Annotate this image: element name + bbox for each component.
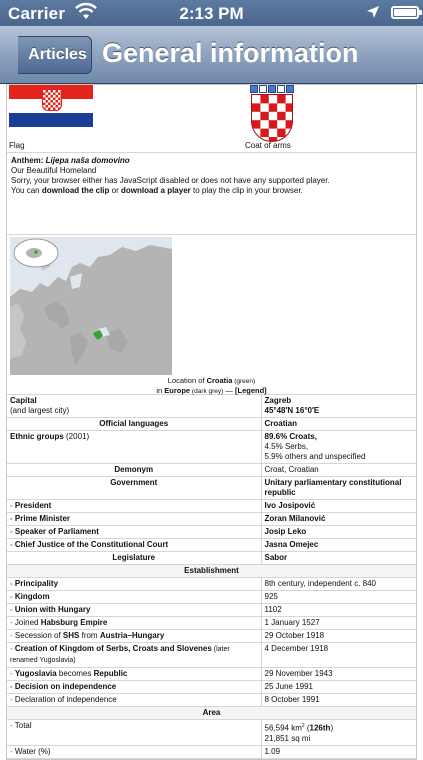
map-caption: Location of Croatia (green) in Europe (dark grey) — [Legend]: [156, 376, 267, 395]
clock: 2:13 PM: [179, 4, 244, 23]
section-header: Area: [7, 707, 416, 720]
yugoslavia-link[interactable]: Yugoslavia: [14, 669, 57, 678]
player-unsupported-note: Sorry, your browser either has JavaScript disabled or does not have any supported player.: [11, 176, 330, 185]
navigation-bar: [0, 26, 423, 84]
zagreb-link[interactable]: Zagreb: [264, 396, 292, 405]
capital-link[interactable]: Capital: [10, 396, 37, 405]
table-row: - Creation of Kingdom of Serbs, Croats and Slovenes (later renamed Yugoslavia) 4 December 1918: [7, 643, 416, 668]
flag-image[interactable]: [9, 85, 93, 127]
flag-emblem-icon: [42, 89, 62, 111]
europe-link[interactable]: Europe: [164, 386, 191, 395]
download-clip-link[interactable]: download the clip: [41, 186, 110, 195]
table-row: - Water (%) 1.09: [7, 745, 416, 758]
carrier-label: Carrier: [8, 4, 66, 23]
kingdom-scs-link[interactable]: Creation of Kingdom of Serbs, Croats and Slovenes: [14, 644, 212, 653]
coat-of-arms-label[interactable]: Coat of arms: [245, 141, 291, 150]
flag-label[interactable]: Flag: [9, 141, 25, 150]
table-row: - Yugoslavia becomes Republic 29 November 1943: [7, 668, 416, 681]
table-row: - Joined Habsburg Empire 1 January 1527: [7, 617, 416, 630]
shs-link[interactable]: SHS: [62, 631, 80, 640]
back-button-label: Articles: [28, 46, 87, 63]
table-row: - Declaration of independence 8 October 1991: [7, 694, 416, 707]
battery-icon: [391, 6, 419, 19]
download-note: You can download the clip or download a player to play the clip in your browser.: [11, 186, 303, 195]
anthem-title: Anthem: Lijepa naša domovino: [11, 156, 130, 165]
austria-hungary-link[interactable]: Austria–Hungary: [99, 631, 165, 640]
article-content[interactable]: [0, 84, 423, 756]
download-player-link[interactable]: download a player: [120, 186, 191, 195]
croatia-link[interactable]: Croatia: [206, 376, 233, 385]
table-row: - President Ivo Josipović: [7, 500, 416, 513]
table-row: Government Unitary parliamentary constitutional republic: [7, 477, 416, 500]
habsburg-link[interactable]: Habsburg Empire: [40, 618, 108, 627]
anthem-name-link[interactable]: Lijepa naša domovino: [45, 156, 130, 165]
anthem-section: [7, 153, 416, 235]
section-header: Establishment: [7, 565, 416, 578]
infobox-table: [7, 395, 416, 759]
coat-of-arms-image[interactable]: [247, 85, 297, 143]
anthem-translation: Our Beautiful Homeland: [11, 166, 97, 175]
table-row: Capital (and largest city) Zagreb 45°48′N 16°0′E: [7, 395, 416, 418]
location-map-section: [7, 235, 416, 395]
status-bar: [0, 0, 423, 26]
table-row: - Total 56,594 $km^2$ (126th) 21,851 sq mi: [7, 720, 416, 746]
europe-location-map[interactable]: [10, 237, 172, 375]
legend-link[interactable]: [Legend]: [235, 386, 267, 395]
flag-coat-row: [7, 85, 416, 153]
table-row: - Chief Justice of the Constitutional Court Jasna Omejec: [7, 539, 416, 552]
location-arrow-icon: [366, 5, 380, 19]
table-row: - Kingdom 925: [7, 591, 416, 604]
table-row: Legislature Sabor: [7, 552, 416, 565]
table-row: - Principality 8th century, independent c. 840: [7, 578, 416, 591]
table-row: Ethnic groups (2001) 89.6% Croats, 4.5% Serbs, 5.9% others and unspecified: [7, 431, 416, 464]
table-row: - Speaker of Parliament Josip Leko: [7, 526, 416, 539]
coordinates-link[interactable]: 45°48′N 16°0′E: [264, 406, 320, 415]
back-button[interactable]: [18, 36, 92, 74]
table-row: - Prime Minister Zoran Milanović: [7, 513, 416, 526]
table-row: - Decision on independence 25 June 1991: [7, 681, 416, 694]
table-row: Official languages Croatian: [7, 418, 416, 431]
table-row: - Secession of SHS from Austria–Hungary 29 October 1918: [7, 630, 416, 643]
page-title: General information: [102, 38, 359, 68]
area-rank-link[interactable]: 126th: [309, 723, 331, 733]
country-infobox: [6, 84, 417, 760]
table-row: Demonym Croat, Croatian: [7, 464, 416, 477]
table-row: - Union with Hungary 1102: [7, 604, 416, 617]
republic-link[interactable]: Republic: [93, 669, 128, 678]
